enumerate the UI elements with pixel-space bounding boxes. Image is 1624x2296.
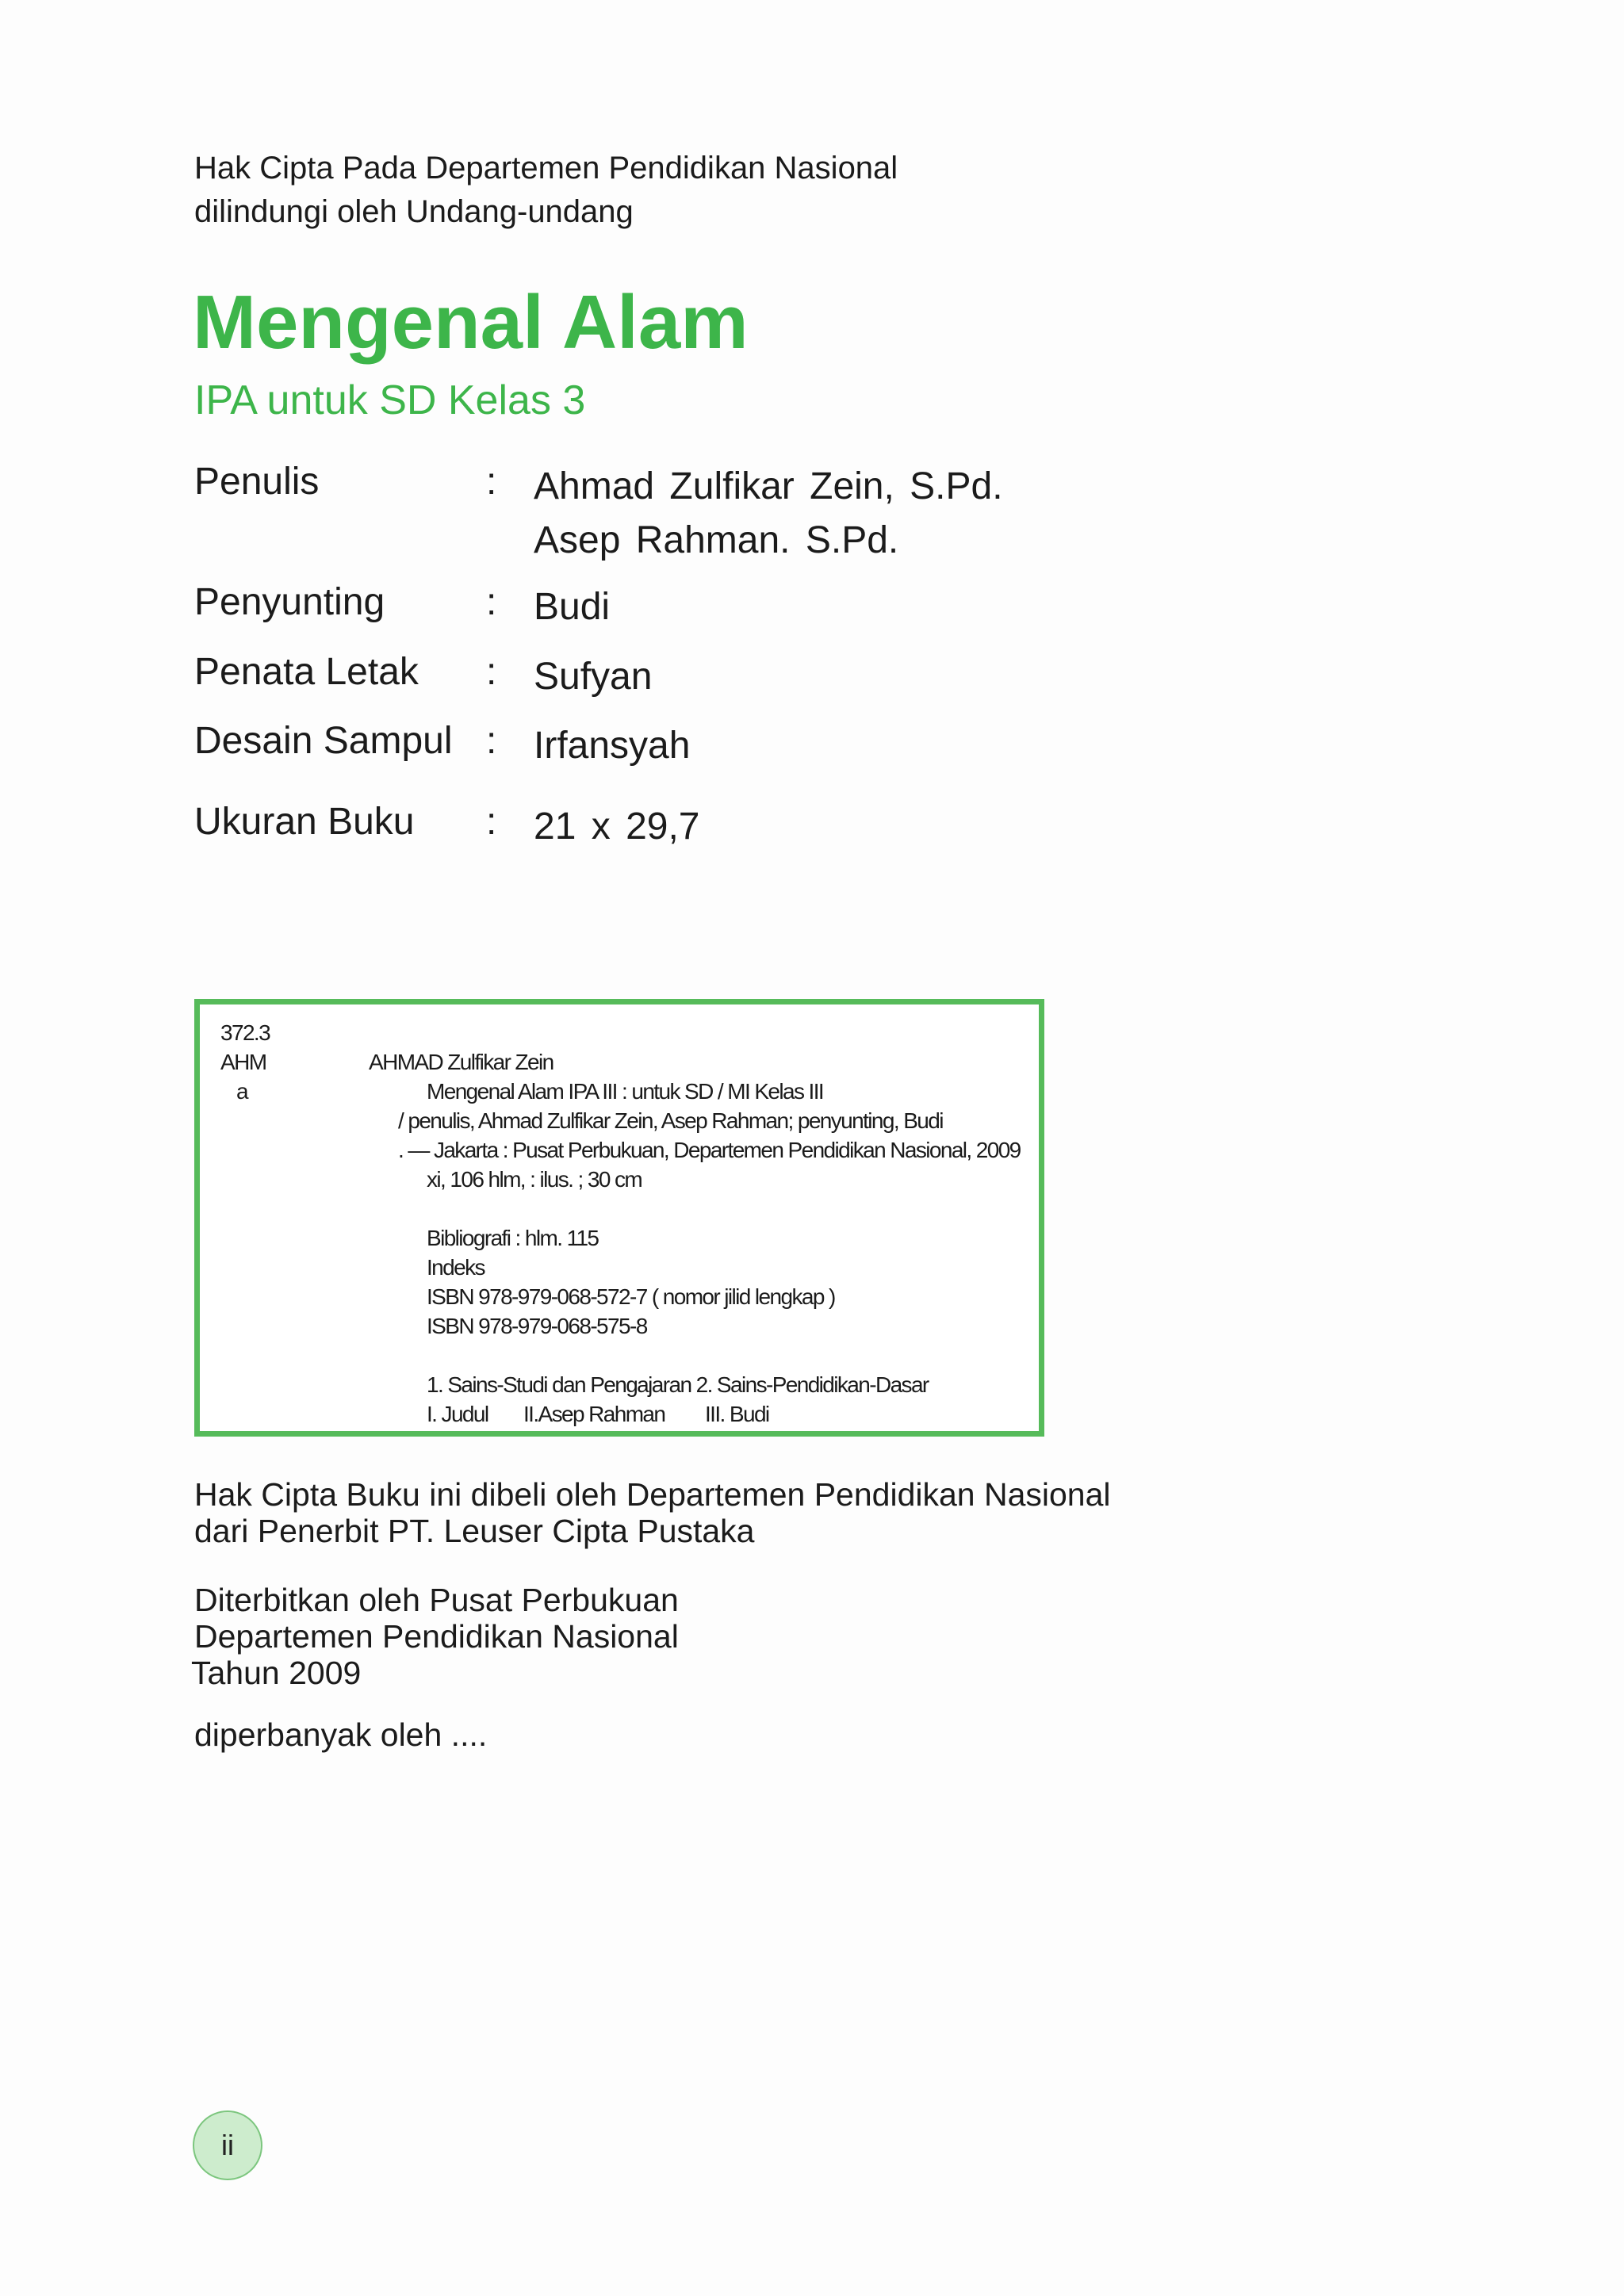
- credit-colon: :: [486, 581, 497, 623]
- catalog-line: xi, 106 hlm, : ilus. ; 30 cm: [427, 1167, 642, 1192]
- catalog-subjects: 1. Sains-Studi dan Pengajaran 2. Sains-Pendidikan-Dasar: [427, 1372, 929, 1397]
- page-number-badge: [193, 2110, 262, 2180]
- reproduced-by: diperbanyak oleh ....: [194, 1716, 488, 1753]
- catalog-author: AHMAD Zulfikar Zein: [369, 1050, 553, 1074]
- page-number: ii: [221, 2129, 234, 2161]
- credit-label: Penata Letak: [194, 651, 419, 693]
- credit-value: [534, 800, 699, 854]
- catalog-isbn: ISBN 978-979-068-575-8: [427, 1314, 647, 1338]
- credit-label: Penulis: [194, 461, 320, 503]
- book-title: Mengenal Alam: [193, 280, 749, 365]
- credit-value-line: Asep Rahman. S.Pd.: [534, 519, 899, 561]
- credit-colon: :: [486, 651, 497, 693]
- catalog-line: Mengenal Alam IPA III : untuk SD / MI Kelas III: [427, 1079, 824, 1104]
- catalog-isbn: ISBN 978-979-068-572-7 ( nomor jilid lengkap ): [427, 1284, 835, 1309]
- credit-value-line: Budi: [534, 586, 611, 628]
- credit-value: [534, 650, 652, 704]
- publisher-line-1: Diterbitkan oleh Pusat Perbukuan: [194, 1582, 679, 1618]
- copyright-line-2: dilindungi oleh Undang-undang: [194, 194, 634, 229]
- catalog-class-number: 372.3: [220, 1020, 270, 1045]
- purchase-statement: [194, 1476, 1111, 1549]
- credit-colon: :: [486, 461, 497, 503]
- credit-value: [534, 719, 690, 773]
- catalog-line: / penulis, Ahmad Zulfikar Zein, Asep Rahman; penyunting, Budi: [398, 1108, 943, 1133]
- purchase-line-1: Hak Cipta Buku ini dibeli oleh Departemen Pendidikan Nasional: [194, 1476, 1111, 1513]
- catalog-index: Indeks: [427, 1255, 485, 1280]
- copyright-line-1: Hak Cipta Pada Departemen Pendidikan Nasional: [194, 151, 898, 186]
- publisher-year: Tahun 2009: [191, 1655, 362, 1691]
- book-subtitle: IPA untuk SD Kelas 3: [194, 377, 586, 423]
- credit-value: [534, 580, 610, 634]
- catalog-box: [194, 999, 1044, 1437]
- catalog-entry: III. Budi: [705, 1402, 769, 1426]
- credit-value-line: 21 x 29,7: [534, 806, 700, 848]
- catalog-entry: I. Judul: [427, 1402, 488, 1426]
- catalog-line: . — Jakarta : Pusat Perbukuan, Departemen Pendidikan Nasional, 2009: [398, 1138, 1021, 1162]
- catalog-entry: II.Asep Rahman: [523, 1402, 665, 1426]
- purchase-line-2: dari Penerbit PT. Leuser Cipta Pustaka: [194, 1513, 755, 1549]
- credit-colon: :: [486, 720, 497, 762]
- credit-value-line: Irfansyah: [534, 725, 691, 767]
- credit-value: [534, 460, 1003, 568]
- publisher-statement: [191, 1582, 679, 1691]
- credit-label: Ukuran Buku: [194, 801, 415, 843]
- copyright-notice: [194, 147, 898, 234]
- credit-value-line: Ahmad Zulfikar Zein, S.Pd.: [534, 465, 1003, 507]
- credit-value-line: Sufyan: [534, 656, 653, 698]
- credit-label: Desain Sampul: [194, 720, 453, 762]
- publisher-line-2: Departemen Pendidikan Nasional: [194, 1618, 679, 1655]
- catalog-bibliography: Bibliografi : hlm. 115: [427, 1226, 599, 1250]
- catalog-title-code: a: [236, 1079, 247, 1104]
- credit-colon: :: [486, 801, 497, 843]
- credit-label: Penyunting: [194, 581, 385, 623]
- catalog-author-code: AHM: [220, 1050, 266, 1074]
